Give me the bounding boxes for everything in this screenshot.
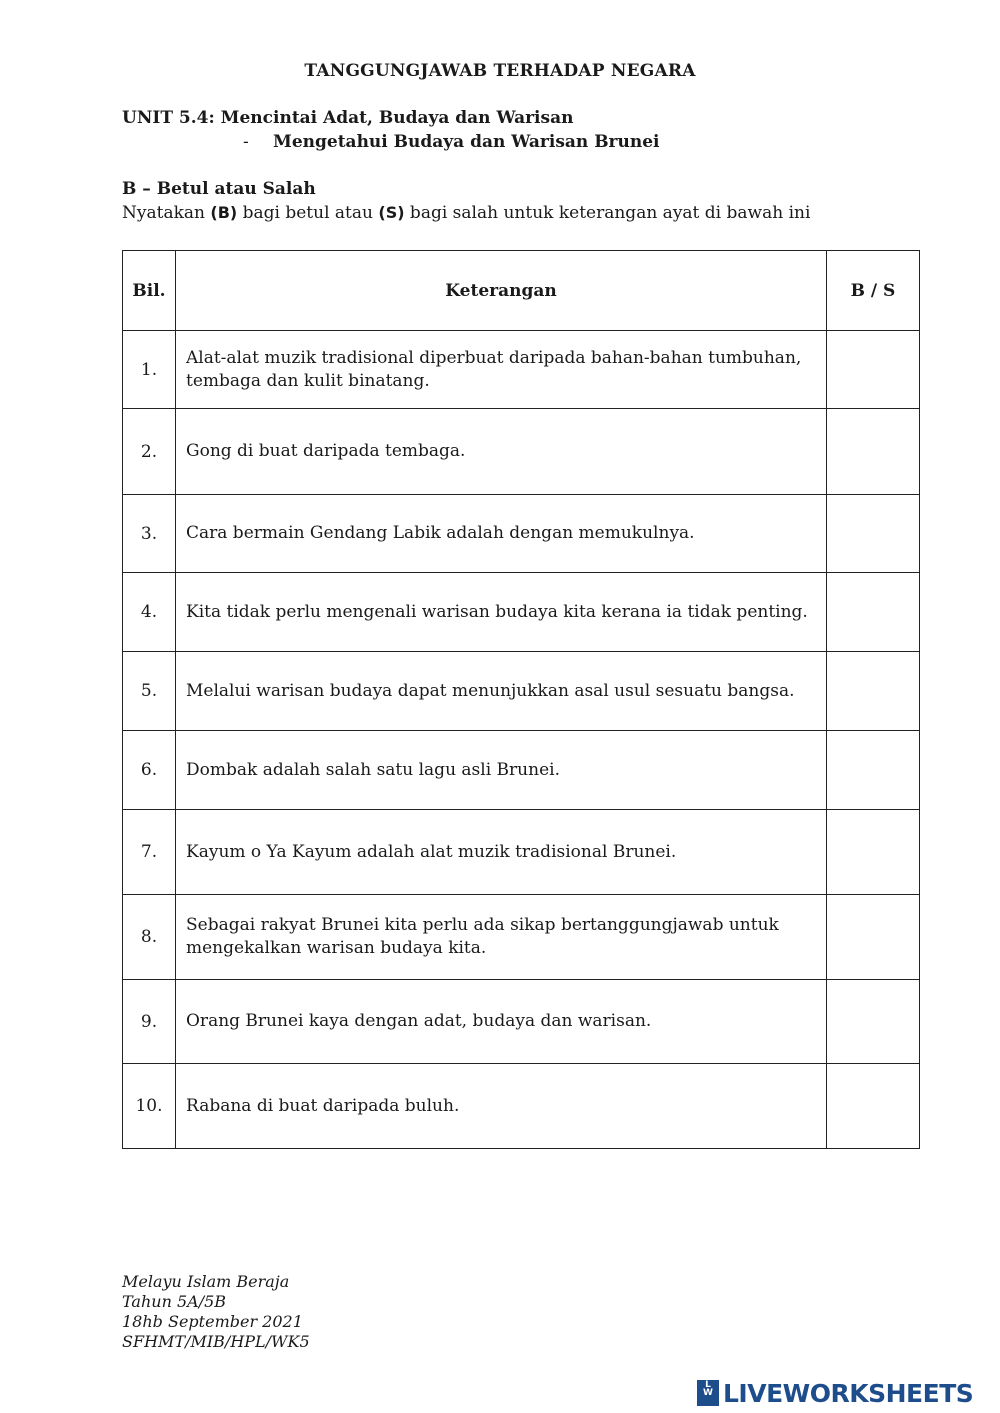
- unit-heading: UNIT 5.4: Mencintai Adat, Budaya dan Warisan: [122, 108, 574, 128]
- row-number: 3.: [123, 495, 176, 573]
- liveworksheets-logo-icon: L W: [697, 1380, 719, 1406]
- instruction-part: bagi betul atau: [237, 203, 379, 223]
- header-bil: Bil.: [123, 251, 176, 331]
- table-row: [123, 810, 920, 895]
- answer-cell[interactable]: [827, 895, 920, 980]
- instruction-text: [122, 203, 810, 223]
- footer-info: [122, 1272, 310, 1352]
- header-keterangan: Keterangan: [176, 251, 827, 331]
- instruction-part: Nyatakan: [122, 203, 211, 223]
- row-number: 10.: [123, 1064, 176, 1149]
- table-row: [123, 409, 920, 495]
- row-statement: Sebagai rakyat Brunei kita perlu ada sikap bertanggungjawab untuk mengekalkan warisan budaya kita.: [176, 895, 827, 980]
- table-row: [123, 495, 920, 573]
- row-statement: Alat-alat muzik tradisional diperbuat daripada bahan-bahan tumbuhan, tembaga dan kulit binatang.: [176, 331, 827, 409]
- row-number: 7.: [123, 810, 176, 895]
- row-statement: Kita tidak perlu mengenali warisan budaya kita kerana ia tidak penting.: [176, 573, 827, 652]
- row-statement: Cara bermain Gendang Labik adalah dengan memukulnya.: [176, 495, 827, 573]
- table-row: [123, 1064, 920, 1149]
- footer-subject: Melayu Islam Beraja: [122, 1272, 290, 1291]
- table-row: [123, 980, 920, 1064]
- row-number: 6.: [123, 731, 176, 810]
- row-statement: Orang Brunei kaya dengan adat, budaya dan warisan.: [176, 980, 827, 1064]
- subunit-text: Mengetahui Budaya dan Warisan Brunei: [273, 132, 660, 152]
- answer-cell[interactable]: [827, 495, 920, 573]
- instruction-b-marker: (B): [210, 203, 238, 222]
- row-number: 4.: [123, 573, 176, 652]
- row-number: 8.: [123, 895, 176, 980]
- answer-cell[interactable]: [827, 980, 920, 1064]
- subunit-heading: [243, 132, 660, 152]
- answer-cell[interactable]: [827, 1064, 920, 1149]
- instruction-part: bagi salah untuk keterangan ayat di bawah ini: [404, 203, 811, 223]
- answer-cell[interactable]: [827, 409, 920, 495]
- answer-cell[interactable]: [827, 810, 920, 895]
- answer-cell[interactable]: [827, 652, 920, 731]
- row-statement: Rabana di buat daripada buluh.: [176, 1064, 827, 1149]
- table-row: [123, 331, 920, 409]
- row-number: 5.: [123, 652, 176, 731]
- table-row: [123, 652, 920, 731]
- footer-year: Tahun 5A/5B: [122, 1292, 227, 1311]
- section-title: B – Betul atau Salah: [122, 179, 316, 199]
- row-number: 9.: [123, 980, 176, 1064]
- row-statement: Dombak adalah salah satu lagu asli Brunei.: [176, 731, 827, 810]
- question-table: [122, 250, 920, 1149]
- instruction-s-marker: (S): [378, 203, 405, 222]
- row-number: 2.: [123, 409, 176, 495]
- row-statement: Melalui warisan budaya dapat menunjukkan asal usul sesuatu bangsa.: [176, 652, 827, 731]
- page-title: TANGGUNGJAWAB TERHADAP NEGARA: [304, 61, 696, 81]
- footer-code: SFHMT/MIB/HPL/WK5: [122, 1332, 310, 1351]
- liveworksheets-logo[interactable]: [697, 1377, 973, 1409]
- row-number: 1.: [123, 331, 176, 409]
- table-row: [123, 573, 920, 652]
- table-header-row: [123, 251, 920, 331]
- row-statement: Kayum o Ya Kayum adalah alat muzik tradisional Brunei.: [176, 810, 827, 895]
- subunit-dash: -: [243, 132, 249, 152]
- brand-name: LIVEWORKSHEETS: [723, 1378, 974, 1408]
- answer-cell[interactable]: [827, 731, 920, 810]
- row-statement: Gong di buat daripada tembaga.: [176, 409, 827, 495]
- footer-date: 18hb September 2021: [122, 1312, 303, 1331]
- table-row: [123, 731, 920, 810]
- header-bs: B / S: [827, 251, 920, 331]
- answer-cell[interactable]: [827, 331, 920, 409]
- answer-cell[interactable]: [827, 573, 920, 652]
- table-row: [123, 895, 920, 980]
